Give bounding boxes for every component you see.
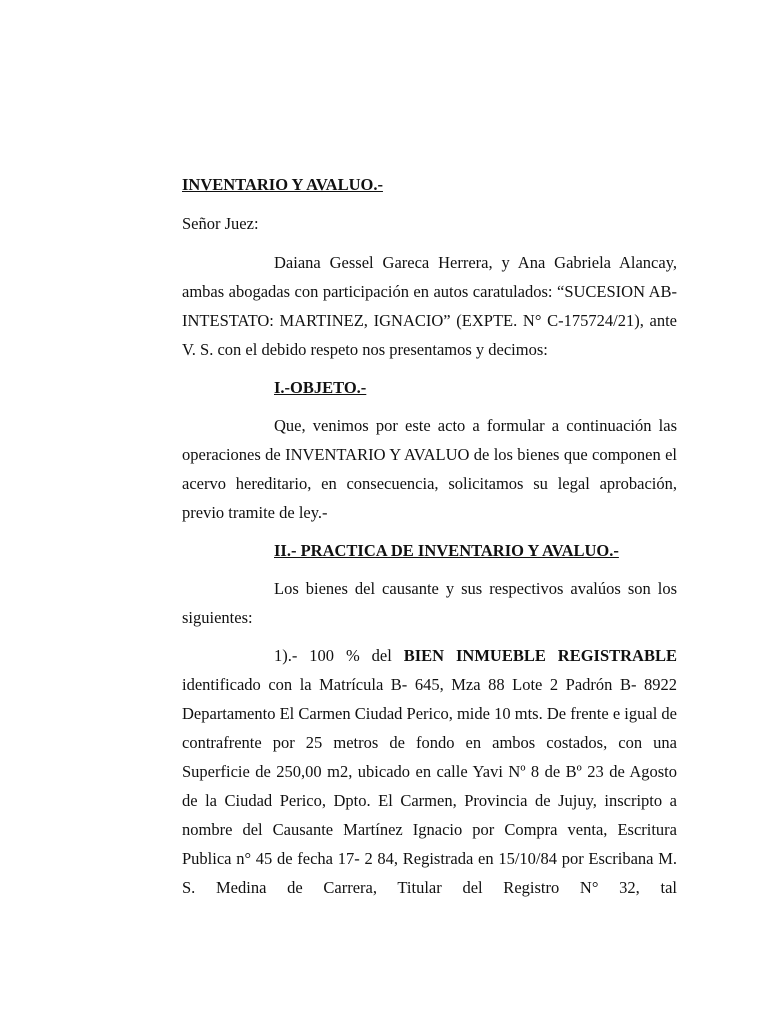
item-1-prefix: 1).- 100 % del xyxy=(274,646,404,665)
section-objeto-heading: I.-OBJETO.- xyxy=(274,378,367,397)
intro-paragraph: Daiana Gessel Gareca Herrera, y Ana Gabriela Alancay, ambas abogadas con participación en autos caratulados: “SUCESION AB- INTESTATO: MARTINEZ, IGNACIO” (EXPTE. N° C-175724/21), ante V. S. con el debido respeto nos presentamos y decimos: xyxy=(182,253,677,359)
item-1-paragraph xyxy=(182,641,677,902)
section-practica-paragraph: Los bienes del causante y sus respectivos avalúos son los siguientes: xyxy=(182,579,677,627)
salutation: Señor Juez: xyxy=(182,214,259,233)
item-1-description: identificado con la Matrícula B- 645, Mza 88 Lote 2 Padrón B- 8922 Departamento El Carmen Ciudad Perico, mide 10 mts. De frente e igual de contrafrente por 25 metros de fondo en ambos costados, con una Superficie de 250,00 m2, ubicado en calle Yavi Nº 8 de Bº 23 de Agosto de la Ciudad Perico, Dpto. El Carmen, Provincia de Jujuy, inscripto a nombre del Causante Martínez Ignacio por Compra venta, Escritura Publica n° 45 de fecha 17- 2 84, Registrada en 15/10/84 por Escribana M. S. Medina de Carrera, Titular del Registro N° 32, tal xyxy=(182,675,677,897)
document-title: INVENTARIO Y AVALUO.- xyxy=(182,175,383,194)
document-page xyxy=(182,170,677,911)
section-objeto-paragraph: Que, venimos por este acto a formular a continuación las operaciones de INVENTARIO Y AVALUO de los bienes que componen el acervo hereditario, en consecuencia, solicitamos su legal aprobación, previo tramite de ley.- xyxy=(182,416,677,522)
item-1-bold-label: BIEN INMUEBLE REGISTRABLE xyxy=(403,646,677,665)
section-practica-heading: II.- PRACTICA DE INVENTARIO Y AVALUO.- xyxy=(274,541,619,560)
